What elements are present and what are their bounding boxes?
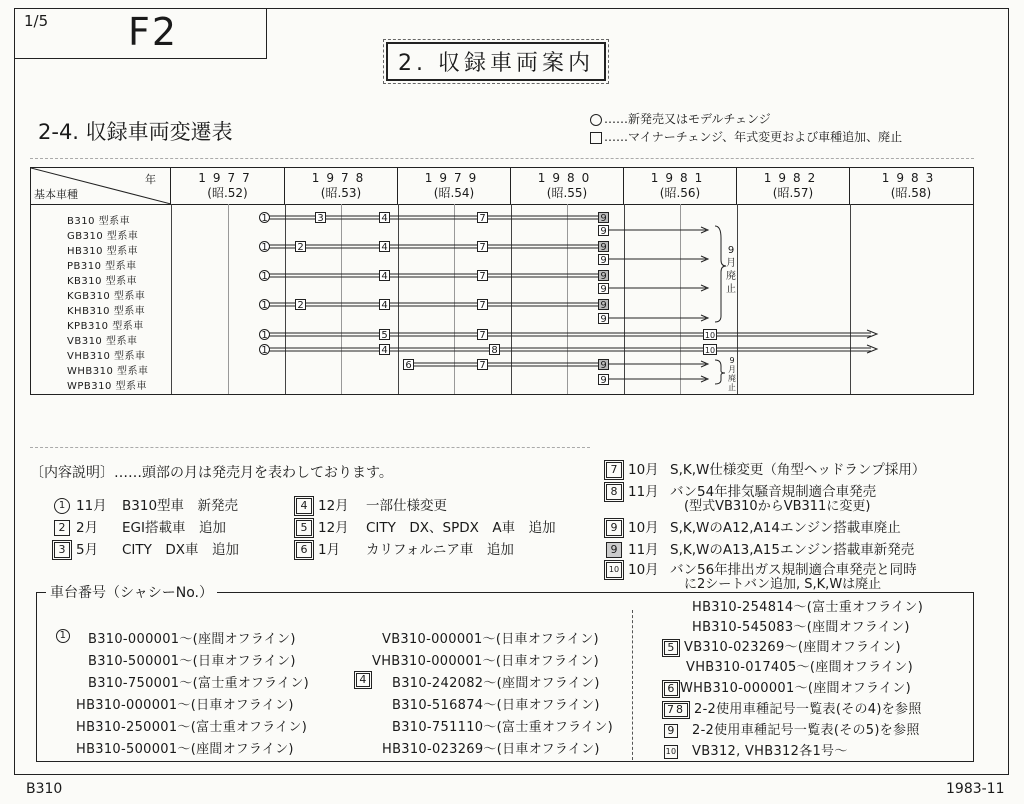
- stage-marker: 4: [379, 212, 390, 223]
- stage-marker: 7: [477, 299, 488, 310]
- chassis-item: 6 WHB310-000001～(座間オフライン): [664, 677, 911, 696]
- model-label: B310 型系車: [67, 216, 131, 227]
- stage-marker: 1: [259, 344, 270, 355]
- model-label: KGB310 型系車: [67, 291, 146, 302]
- change-item-detail: (型式VB310からVB311に変更): [684, 499, 871, 514]
- stage-marker: 10: [704, 346, 716, 355]
- chassis-item: 9 2-2使用車種記号一覧表(その5)を参照: [664, 719, 920, 738]
- stage-marker: 9: [598, 299, 609, 310]
- stage-marker: 4: [379, 299, 390, 310]
- chassis-number: VHB310-000001～(日車オフライン): [372, 654, 599, 669]
- change-item: 3 5月 CITY DX車 追加: [54, 538, 239, 558]
- stage-marker: 10: [704, 331, 716, 340]
- chassis-number: B310-500001～(日車オフライン): [88, 654, 296, 669]
- change-item: 4 12月 一部仕様変更: [296, 494, 447, 514]
- chassis-number: B310-750001～(富士重オフライン): [88, 676, 310, 691]
- stage-marker: 3: [315, 212, 326, 223]
- stage-marker: 9: [598, 313, 609, 324]
- square-icon: [590, 132, 602, 144]
- stage-marker: 7: [477, 329, 488, 340]
- chassis-number: B310-242082～(座間オフライン): [392, 676, 600, 691]
- divider: [30, 158, 974, 159]
- model-label: VB310 型系車: [67, 336, 138, 347]
- model-label: KPB310 型系車: [67, 321, 144, 332]
- year-1979: 1979 (昭.54): [398, 168, 511, 204]
- chassis-number: HB310-254814～(富士重オフライン): [692, 600, 924, 615]
- year-1981: 1981 (昭.56): [624, 168, 737, 204]
- change-item: 9 10月 S,K,WのA12,A14エンジン搭載車廃止: [606, 516, 901, 536]
- stage-marker: 9: [598, 254, 609, 265]
- stage-marker: 9: [598, 241, 609, 252]
- stage-marker: 7: [477, 270, 488, 281]
- change-item: 7 10月 S,K,W仕様変更（角型ヘッドランプ採用）: [606, 458, 925, 478]
- stage-marker: 4: [379, 270, 390, 281]
- model-label: WPB310 型系車: [67, 381, 148, 392]
- chassis-number: HB310-000001～(日車オフライン): [76, 698, 294, 713]
- chassis-number: HB310-023269～(日車オフライン): [382, 742, 600, 757]
- stage-marker: 1: [259, 329, 270, 340]
- legend-new: ……新発売又はモデルチェンジ: [590, 110, 771, 127]
- chassis-mark: 1: [56, 628, 76, 643]
- stage-marker: 1: [259, 241, 270, 252]
- model-label: WHB310 型系車: [67, 366, 149, 377]
- year-1980: 1980 (昭.55): [511, 168, 624, 204]
- stage-marker: 9: [598, 225, 609, 236]
- stage-marker: 7: [477, 212, 488, 223]
- divider: [30, 447, 590, 448]
- stage-marker: 9: [598, 283, 609, 294]
- change-item: 2 2月 EGI搭載車 追加: [54, 516, 226, 536]
- discontinued-note-small: 9月廃止: [728, 356, 736, 392]
- chassis-number: VHB310-017405～(座間オフライン): [686, 660, 913, 675]
- chassis-number: B310-000001～(座間オフライン): [88, 632, 296, 647]
- page-title: 2. 収録車両案内: [386, 42, 606, 81]
- change-item-detail: に2シートバン追加, S,K,Wは廃止: [684, 577, 882, 592]
- change-item: 5 12月 CITY DX、SPDX A車 追加: [296, 516, 556, 536]
- stage-marker: 9: [598, 359, 609, 370]
- section-subtitle: 2-4. 収録車両変遷表: [38, 120, 233, 144]
- stage-marker: 7: [477, 359, 488, 370]
- legend-minor: ……マイナーチェンジ、年式変更および車種追加、廃止: [590, 128, 902, 145]
- change-item: 9 11月 S,K,WのA13,A15エンジン搭載車新発売: [606, 538, 914, 558]
- stage-marker: 4: [379, 344, 390, 355]
- footer-model: B310: [26, 781, 63, 797]
- model-label: GB310 型系車: [67, 231, 139, 242]
- footer-date: 1983-11: [946, 781, 1005, 797]
- chassis-number: VB310-000001～(日車オフライン): [382, 632, 599, 647]
- section-code: F2: [128, 10, 179, 54]
- stage-marker: 9: [598, 212, 609, 223]
- stage-marker: 1: [259, 212, 270, 223]
- chassis-divider: [632, 610, 633, 760]
- stage-marker: 9: [598, 374, 609, 385]
- change-item: 8 11月 バン54年排気騒音規制適合車発売: [606, 480, 876, 500]
- stage-marker: 2: [295, 241, 306, 252]
- chassis-number: HB310-545083～(座間オフライン): [692, 620, 910, 635]
- stage-marker: 8: [489, 344, 500, 355]
- chassis-mark: 4: [356, 672, 376, 687]
- chassis-item: 10 VB312, VHB312各1号～: [665, 744, 848, 759]
- chassis-item: 5 VB310-023269～(座間オフライン): [664, 636, 901, 655]
- model-label: KHB310 型系車: [67, 306, 146, 317]
- page-number: 1/5: [24, 12, 49, 30]
- chassis-number: B310-516874～(日車オフライン): [392, 698, 600, 713]
- change-item: 1 11月 B310型車 新発売: [54, 494, 238, 514]
- stage-marker: 1: [259, 270, 270, 281]
- stage-marker: 1: [259, 299, 270, 310]
- timeline-table: [30, 167, 974, 395]
- model-label: HB310 型系車: [67, 246, 139, 257]
- stage-marker: 2: [295, 299, 306, 310]
- year-1983: 1983 (昭.58): [881, 171, 941, 200]
- model-label: KB310 型系車: [67, 276, 138, 287]
- chassis-item: 78 2-2使用車種記号一覧表(その4)を参照: [664, 698, 922, 717]
- stage-marker: 4: [379, 241, 390, 252]
- change-item: 6 1月 カリフォルニア車 追加: [296, 538, 514, 558]
- chassis-number: HB310-500001～(座間オフライン): [76, 742, 294, 757]
- model-label: VHB310 型系車: [67, 351, 146, 362]
- chassis-number: HB310-250001～(富士重オフライン): [76, 720, 308, 735]
- year-1978: 1978 (昭.53): [285, 168, 398, 204]
- model-label: PB310 型系車: [67, 261, 137, 272]
- timeline-arrows: [31, 168, 975, 396]
- change-item: 10 10月 バン56年排出ガス規制適合車発売と同時: [606, 558, 917, 578]
- description-label: 〔内容説明〕……頭部の月は発売月を表わしております。: [30, 465, 393, 481]
- table-corner: 年 基本車種: [31, 168, 171, 204]
- circle-icon: [590, 114, 602, 126]
- year-1982: 1982 (昭.57): [737, 168, 850, 204]
- stage-marker: 6: [403, 359, 414, 370]
- stage-marker: 9: [598, 270, 609, 281]
- year-1977: 1977 (昭.52): [171, 168, 285, 204]
- discontinued-note: 9月廃止: [726, 245, 736, 295]
- stage-marker: 7: [477, 241, 488, 252]
- chassis-number: B310-751110～(富士重オフライン): [392, 720, 614, 735]
- chassis-title: 車台番号（シャシーNo.）: [46, 582, 217, 602]
- stage-marker: 5: [379, 329, 390, 340]
